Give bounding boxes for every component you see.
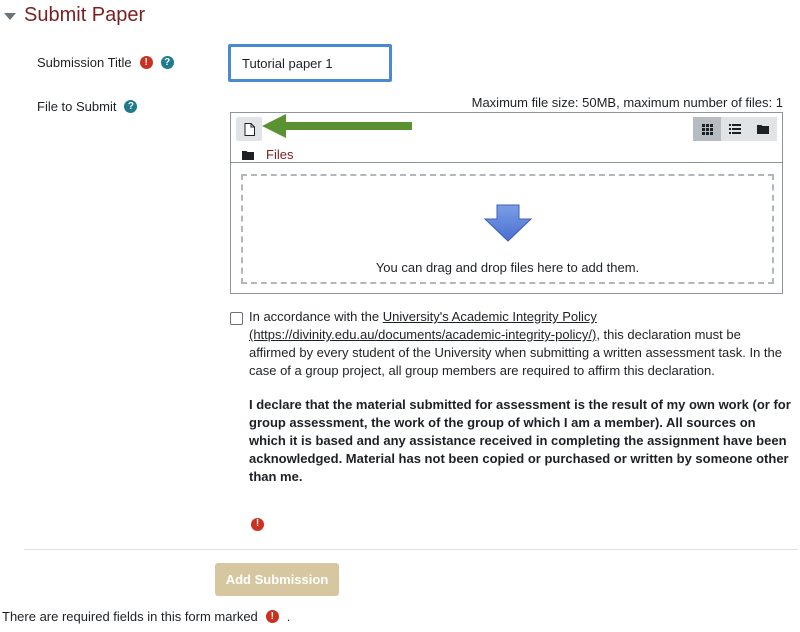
section-header-submit-paper[interactable]: [4, 2, 145, 28]
declaration-required-indicator: [251, 514, 264, 531]
file-to-submit-label-row: [37, 99, 137, 114]
required-fields-note-text: There are required fields in this form marked: [2, 609, 258, 624]
form-divider: [24, 549, 798, 550]
submission-title-label-row: [37, 55, 174, 70]
annotation-arrow-icon: [262, 112, 414, 140]
submission-title-label: Submission Title: [37, 55, 132, 70]
tree-view-button[interactable]: [749, 117, 777, 141]
collapse-caret-icon: [4, 13, 16, 20]
required-exclamation-icon: !: [266, 610, 279, 623]
max-file-size-text: Maximum file size: 50MB, maximum number of files: 1: [471, 95, 783, 110]
file-path-breadcrumb: [242, 147, 293, 162]
declaration-body: , this declaration must be affirmed by every student of the University when submitting a written assessment task. In the case of a group project, all group members are required to affirm this declaration.: [249, 327, 783, 378]
drop-instruction-text: You can drag and drop files here to add them.: [375, 260, 640, 275]
declaration-statement: I declare that the material submitted for assessment is the result of my own work (or for group assessment, the work of the group of which I am a member). All sources on which it is based and any assistance received in completing the assignment have been acknowledged. Material has not been copied or purchased or written by someone other than me.: [249, 397, 791, 484]
add-file-button[interactable]: [236, 117, 262, 141]
folder-icon: [757, 124, 769, 134]
file-drop-zone[interactable]: [241, 174, 774, 284]
add-submission-button[interactable]: Add Submission: [215, 563, 339, 596]
grid-icon: [702, 124, 713, 135]
files-folder-link[interactable]: Files: [266, 147, 294, 162]
section-title: Submit Paper: [24, 3, 146, 26]
academic-integrity-policy-url[interactable]: (https://divinity.edu.au/documents/academic-integrity-policy/): [249, 327, 597, 342]
academic-integrity-policy-link[interactable]: University's Academic Integrity Policy: [382, 309, 597, 324]
declaration-intro: In accordance with the: [249, 309, 383, 324]
required-fields-note-period: .: [286, 609, 291, 624]
list-view-button[interactable]: [721, 117, 749, 141]
submission-title-input[interactable]: [228, 44, 392, 82]
help-question-icon[interactable]: ?: [124, 100, 137, 113]
required-exclamation-icon: !: [251, 518, 264, 531]
file-icon: [244, 123, 255, 136]
declaration-text: [249, 308, 791, 380]
required-exclamation-icon: !: [140, 56, 153, 69]
help-question-icon[interactable]: ?: [161, 56, 174, 69]
required-fields-note: [2, 609, 290, 624]
drop-arrow-icon: [484, 204, 532, 242]
folder-icon: [242, 150, 254, 160]
file-to-submit-label: File to Submit: [37, 99, 117, 114]
view-mode-buttons: [693, 117, 777, 141]
declaration-checkbox[interactable]: [230, 312, 243, 325]
list-icon: [729, 124, 741, 134]
grid-view-button[interactable]: [693, 117, 721, 141]
